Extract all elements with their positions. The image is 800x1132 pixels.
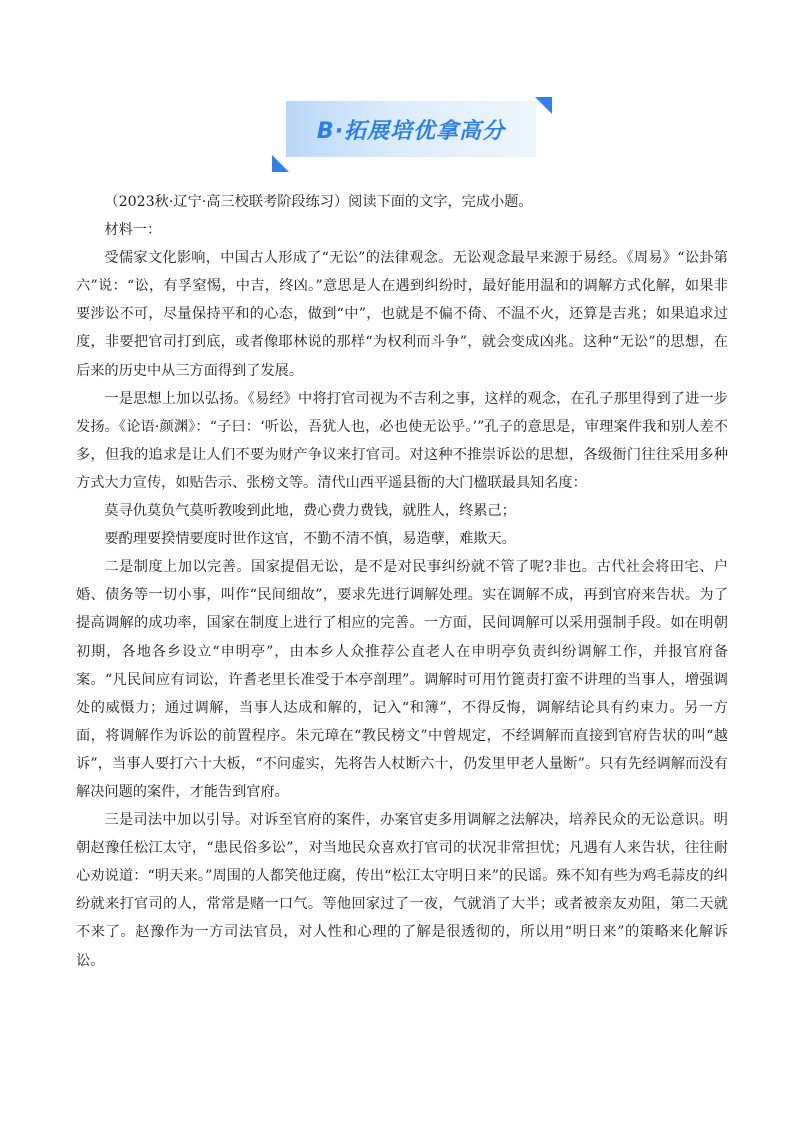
section-banner (272, 97, 552, 172)
material-label: 材料一： (104, 222, 162, 239)
article-body (76, 188, 728, 975)
banner-corner-triangle (535, 97, 552, 114)
couplet-line: 要酌理要揆情要度时世作这官，不勤不清不慎，易造孽，难欺天。 (104, 531, 516, 548)
question-source: （2023秋·辽宁·高三校联考阶段练习）阅读下面的文字，完成小题。 (104, 194, 533, 210)
paragraph: 一是思想上加以弘扬。《易经》中将打官司视为不吉利之事，这样的观念，在孔子那里得到了进一步发扬。《论语·颜渊》：“子曰：‘听讼，吾犹人也，必也使无讼乎。’”孔子的意思是，审理案件我和别人差不多，但我的追求是让人们不要为财产争议来打官司。对这种不推崇诉讼的思想，各级衙门往往采用多种方式大力宣传，如贴告示、张榜文等。清代山西平遥县衙的大门楹联最具知名度： (76, 390, 728, 491)
banner-corner-triangle (272, 155, 289, 172)
banner-box (286, 101, 536, 157)
couplet-line: 莫寻仇莫负气莫听教唆到此地，费心费力费钱，就胜人，终累己； (104, 503, 516, 520)
paragraph: 受儒家文化影响，中国古人形成了“无讼”的法律观念。无讼观念最早来源于易经。《周易》“讼卦第六”说：“讼，有孚窒惕，中吉，终凶。”意思是人在遇到纠纷时，最好能用温和的调解方式化解，如果非要涉讼不可，尽量保持平和的心态，做到“中”，也就是不偏不倚、不温不火，还算是吉兆；如果追求过度，非要把官司打到底，或者像耶林说的那样“为权利而斗争”，就会变成凶兆。这种“无讼”的思想，在后来的历史中从三方面得到了发展。 (76, 250, 728, 379)
paragraph: 三是司法中加以引导。对诉至官府的案件，办案官吏多用调解之法解决，培养民众的无讼意识。明朝赵豫任松江太守，“患民俗多讼”，对当地民众喜欢打官司的状况非常担忧；凡遇有人来告状，往往耐心劝说道：“明天来。”周围的人都笑他迂腐，传出“松江太守明日来”的民谣。殊不知有些为鸡毛蒜皮的纠纷就来打官司的人，常常是赌一口气。等他回家过了一夜，气就消了大半；或者被亲友劝阻，第二天就不来了。赵豫作为一方司法官员，对人性和心理的了解是很透彻的，所以用“明日来”的策略来化解诉讼。 (76, 812, 728, 969)
paragraph: 二是制度上加以完善。国家提倡无讼，是不是对民事纠纷就不管了呢?非也。古代社会将田宅、户婚、债务等一切小事，叫作“民间细故”，要求先进行调解处理。实在调解不成，再到官府来告状。为了提高调解的成功率，国家在制度上进行了相应的完善。一方面，民间调解可以采用强制手段。如在明朝初期，各地各乡设立“申明亭”，由本乡人众推荐公直老人在申明亭负责纠纷调解工作，并报官府备案。“凡民间应有词讼，许耆老里长准受于本亭剖理”。调解时可用竹篦责打蛮不讲理的当事人，增强调处的威慑力；通过调解，当事人达成和解的，记入“和簿”，不得反悔，调解结论具有约束力。另一方面，将调解作为诉讼的前置程序。朱元璋在“教民榜文”中曾规定，不经调解而直接到官府告状的叫“越诉”，当事人要打六十大板，“不问虚实，先将告人杖断六十，仍发里甲老人量断”。只有先经调解而没有解决问题的案件，才能告到官府。 (76, 559, 728, 800)
banner-title: B·拓展培优拿高分 (316, 118, 506, 144)
